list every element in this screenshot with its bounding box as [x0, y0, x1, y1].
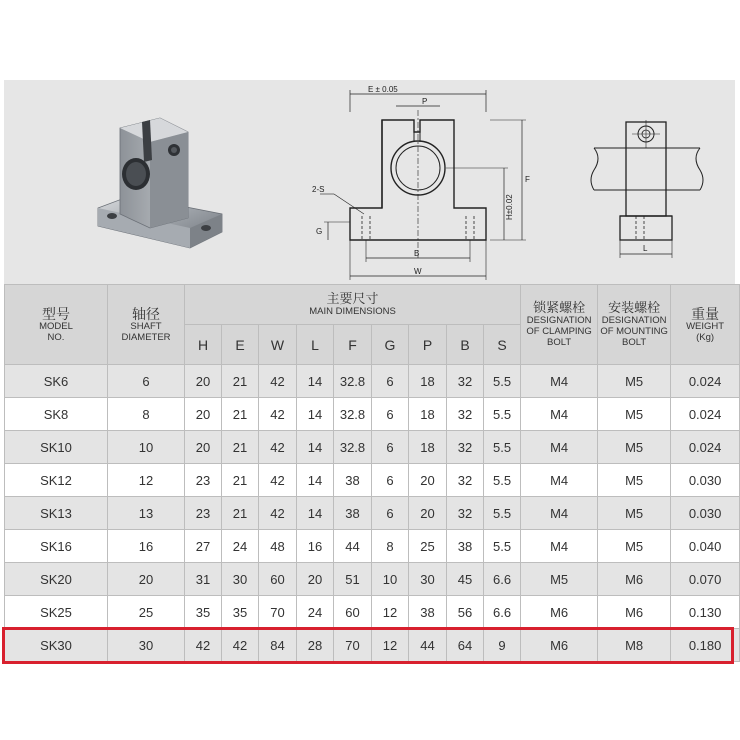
table-row	[5, 365, 740, 398]
table-row	[5, 563, 740, 596]
cell-b: 32	[447, 365, 484, 398]
cell-weight: 0.130	[671, 596, 740, 629]
cell-s: 5.5	[484, 497, 521, 530]
specification-table	[4, 284, 740, 662]
cell-weight: 0.024	[671, 431, 740, 464]
cell-clamp: M4	[521, 530, 598, 563]
table-body	[5, 365, 740, 662]
cell-shaft: 30	[108, 629, 185, 662]
cell-e: 42	[222, 629, 259, 662]
cell-model: SK12	[5, 464, 108, 497]
cell-g: 12	[372, 596, 409, 629]
cell-f: 38	[334, 497, 372, 530]
cell-shaft: 20	[108, 563, 185, 596]
header-model-en2: NO.	[47, 331, 65, 343]
cell-f: 32.8	[334, 431, 372, 464]
cell-weight: 0.024	[671, 365, 740, 398]
cell-mount: M5	[598, 464, 671, 497]
cell-g: 6	[372, 431, 409, 464]
cell-s: 9	[484, 629, 521, 662]
header-main-dimensions	[185, 285, 521, 325]
cell-mount: M5	[598, 431, 671, 464]
cell-f: 32.8	[334, 398, 372, 431]
cell-w: 60	[259, 563, 297, 596]
header-model	[5, 285, 108, 365]
header-dim-l: L	[297, 325, 334, 365]
cell-h: 23	[185, 497, 222, 530]
cell-l: 14	[297, 365, 334, 398]
cell-weight: 0.024	[671, 398, 740, 431]
table-row	[5, 497, 740, 530]
table-row	[5, 629, 740, 662]
cell-model: SK20	[5, 563, 108, 596]
cell-h: 42	[185, 629, 222, 662]
cell-b: 64	[447, 629, 484, 662]
table-row	[5, 530, 740, 563]
cell-g: 12	[372, 629, 409, 662]
cell-weight: 0.040	[671, 530, 740, 563]
cell-clamp: M4	[521, 365, 598, 398]
cell-f: 38	[334, 464, 372, 497]
cell-model: SK16	[5, 530, 108, 563]
cell-clamp: M5	[521, 563, 598, 596]
cell-e: 21	[222, 431, 259, 464]
cell-b: 32	[447, 464, 484, 497]
cell-p: 18	[409, 398, 447, 431]
header-clamp-zh: 锁紧螺栓	[533, 300, 586, 315]
cell-p: 44	[409, 629, 447, 662]
header-model-en1: MODEL	[39, 320, 73, 332]
header-mount-en2: OF MOUNTING	[600, 326, 668, 337]
cell-s: 5.5	[484, 398, 521, 431]
cell-p: 30	[409, 563, 447, 596]
cell-p: 38	[409, 596, 447, 629]
cell-g: 6	[372, 497, 409, 530]
cell-s: 5.5	[484, 464, 521, 497]
cell-s: 6.6	[484, 563, 521, 596]
dim-l-label: L	[643, 244, 648, 253]
header-mount-en3: BOLT	[622, 337, 647, 348]
cell-shaft: 6	[108, 365, 185, 398]
cell-b: 32	[447, 398, 484, 431]
cell-b: 32	[447, 431, 484, 464]
cell-l: 20	[297, 563, 334, 596]
header-weight-zh: 重量	[691, 305, 720, 322]
dim-w-label: W	[414, 267, 422, 276]
cell-w: 84	[259, 629, 297, 662]
header-dim-e: E	[222, 325, 259, 365]
cell-l: 14	[297, 431, 334, 464]
cell-s: 6.6	[484, 596, 521, 629]
cell-e: 21	[222, 365, 259, 398]
cell-clamp: M6	[521, 629, 598, 662]
header-model-zh: 型号	[42, 305, 70, 322]
cell-clamp: M4	[521, 398, 598, 431]
cell-h: 23	[185, 464, 222, 497]
cell-g: 6	[372, 398, 409, 431]
cell-shaft: 25	[108, 596, 185, 629]
cell-s: 5.5	[484, 530, 521, 563]
cell-l: 14	[297, 497, 334, 530]
dim-b-label: B	[414, 249, 420, 258]
cell-model: SK25	[5, 596, 108, 629]
cell-mount: M6	[598, 563, 671, 596]
cell-clamp: M4	[521, 464, 598, 497]
cell-f: 32.8	[334, 365, 372, 398]
header-weight-en1: WEIGHT	[686, 320, 725, 332]
table-row	[5, 431, 740, 464]
cell-f: 44	[334, 530, 372, 563]
header-clamp-en1: DESIGNATION	[526, 315, 592, 326]
table-row	[5, 464, 740, 497]
header-dim-f: F	[334, 325, 372, 365]
cell-g: 6	[372, 464, 409, 497]
cell-p: 18	[409, 431, 447, 464]
cell-model: SK30	[5, 629, 108, 662]
dim-f-label: F	[525, 175, 530, 184]
cell-l: 24	[297, 596, 334, 629]
cell-h: 20	[185, 398, 222, 431]
cell-shaft: 16	[108, 530, 185, 563]
dim-p-label: P	[422, 97, 428, 106]
cell-g: 6	[372, 365, 409, 398]
header-mount-en1: DESIGNATION	[601, 315, 667, 326]
cell-b: 38	[447, 530, 484, 563]
cell-mount: M5	[598, 530, 671, 563]
cell-p: 20	[409, 464, 447, 497]
cell-p: 25	[409, 530, 447, 563]
cell-e: 30	[222, 563, 259, 596]
cell-s: 5.5	[484, 365, 521, 398]
cell-shaft: 8	[108, 398, 185, 431]
header-mounting-bolt	[598, 285, 671, 365]
header-main-zh: 主要尺寸	[326, 291, 379, 306]
header-clamp-en2: OF CLAMPING	[526, 326, 592, 337]
dim-2s-label: 2-S	[312, 185, 325, 194]
cell-p: 20	[409, 497, 447, 530]
cell-w: 42	[259, 497, 297, 530]
cell-weight: 0.180	[671, 629, 740, 662]
cell-l: 28	[297, 629, 334, 662]
cell-g: 8	[372, 530, 409, 563]
cell-e: 24	[222, 530, 259, 563]
cell-f: 51	[334, 563, 372, 596]
cell-shaft: 12	[108, 464, 185, 497]
cell-h: 27	[185, 530, 222, 563]
cell-f: 70	[334, 629, 372, 662]
cell-h: 31	[185, 563, 222, 596]
header-dim-p: P	[409, 325, 447, 365]
cell-g: 10	[372, 563, 409, 596]
header-shaft-en1: SHAFT	[130, 320, 162, 332]
front-view-drawing	[304, 82, 529, 282]
cell-mount: M6	[598, 596, 671, 629]
cell-l: 16	[297, 530, 334, 563]
cell-model: SK8	[5, 398, 108, 431]
cell-p: 18	[409, 365, 447, 398]
cell-e: 35	[222, 596, 259, 629]
cell-l: 14	[297, 398, 334, 431]
header-weight-en2: (Kg)	[696, 331, 715, 343]
cell-weight: 0.030	[671, 464, 740, 497]
table-row	[5, 398, 740, 431]
header-shaft	[108, 285, 185, 365]
cell-weight: 0.070	[671, 563, 740, 596]
cell-model: SK10	[5, 431, 108, 464]
header-clamp-en3: BOLT	[547, 337, 572, 348]
header-dim-b: B	[447, 325, 484, 365]
drawing-panel	[4, 80, 735, 285]
cell-shaft: 13	[108, 497, 185, 530]
cell-s: 5.5	[484, 431, 521, 464]
cell-w: 48	[259, 530, 297, 563]
header-shaft-zh: 轴径	[132, 305, 160, 322]
cell-b: 32	[447, 497, 484, 530]
cell-e: 21	[222, 464, 259, 497]
cell-clamp: M6	[521, 596, 598, 629]
cell-l: 14	[297, 464, 334, 497]
header-weight	[671, 285, 740, 365]
header-dim-s: S	[484, 325, 521, 365]
side-view-drawing	[592, 114, 702, 264]
cell-mount: M5	[598, 365, 671, 398]
header-dim-w: W	[259, 325, 297, 365]
cell-w: 42	[259, 431, 297, 464]
cell-e: 21	[222, 398, 259, 431]
cell-h: 20	[185, 431, 222, 464]
table-row	[5, 596, 740, 629]
cell-w: 42	[259, 464, 297, 497]
dim-h-label: H±0.02	[505, 194, 514, 220]
cell-model: SK13	[5, 497, 108, 530]
cell-clamp: M4	[521, 431, 598, 464]
cell-model: SK6	[5, 365, 108, 398]
cell-mount: M5	[598, 497, 671, 530]
cell-h: 20	[185, 365, 222, 398]
dim-g-label: G	[316, 227, 323, 236]
header-dim-g: G	[372, 325, 409, 365]
cell-b: 56	[447, 596, 484, 629]
cell-f: 60	[334, 596, 372, 629]
cell-shaft: 10	[108, 431, 185, 464]
header-dim-h: H	[185, 325, 222, 365]
cell-b: 45	[447, 563, 484, 596]
header-shaft-en2: DIAMETER	[121, 331, 171, 343]
cell-w: 42	[259, 365, 297, 398]
cell-w: 70	[259, 596, 297, 629]
cell-clamp: M4	[521, 497, 598, 530]
header-clamping-bolt	[521, 285, 598, 365]
cell-weight: 0.030	[671, 497, 740, 530]
cell-w: 42	[259, 398, 297, 431]
cell-mount: M5	[598, 398, 671, 431]
dim-e-label: E ± 0.05	[368, 85, 398, 94]
cell-h: 35	[185, 596, 222, 629]
header-main-en: MAIN DIMENSIONS	[309, 306, 396, 317]
cell-mount: M8	[598, 629, 671, 662]
shaft-support-3d-illustration	[90, 110, 230, 260]
header-mount-zh: 安装螺栓	[608, 300, 661, 315]
cell-e: 21	[222, 497, 259, 530]
